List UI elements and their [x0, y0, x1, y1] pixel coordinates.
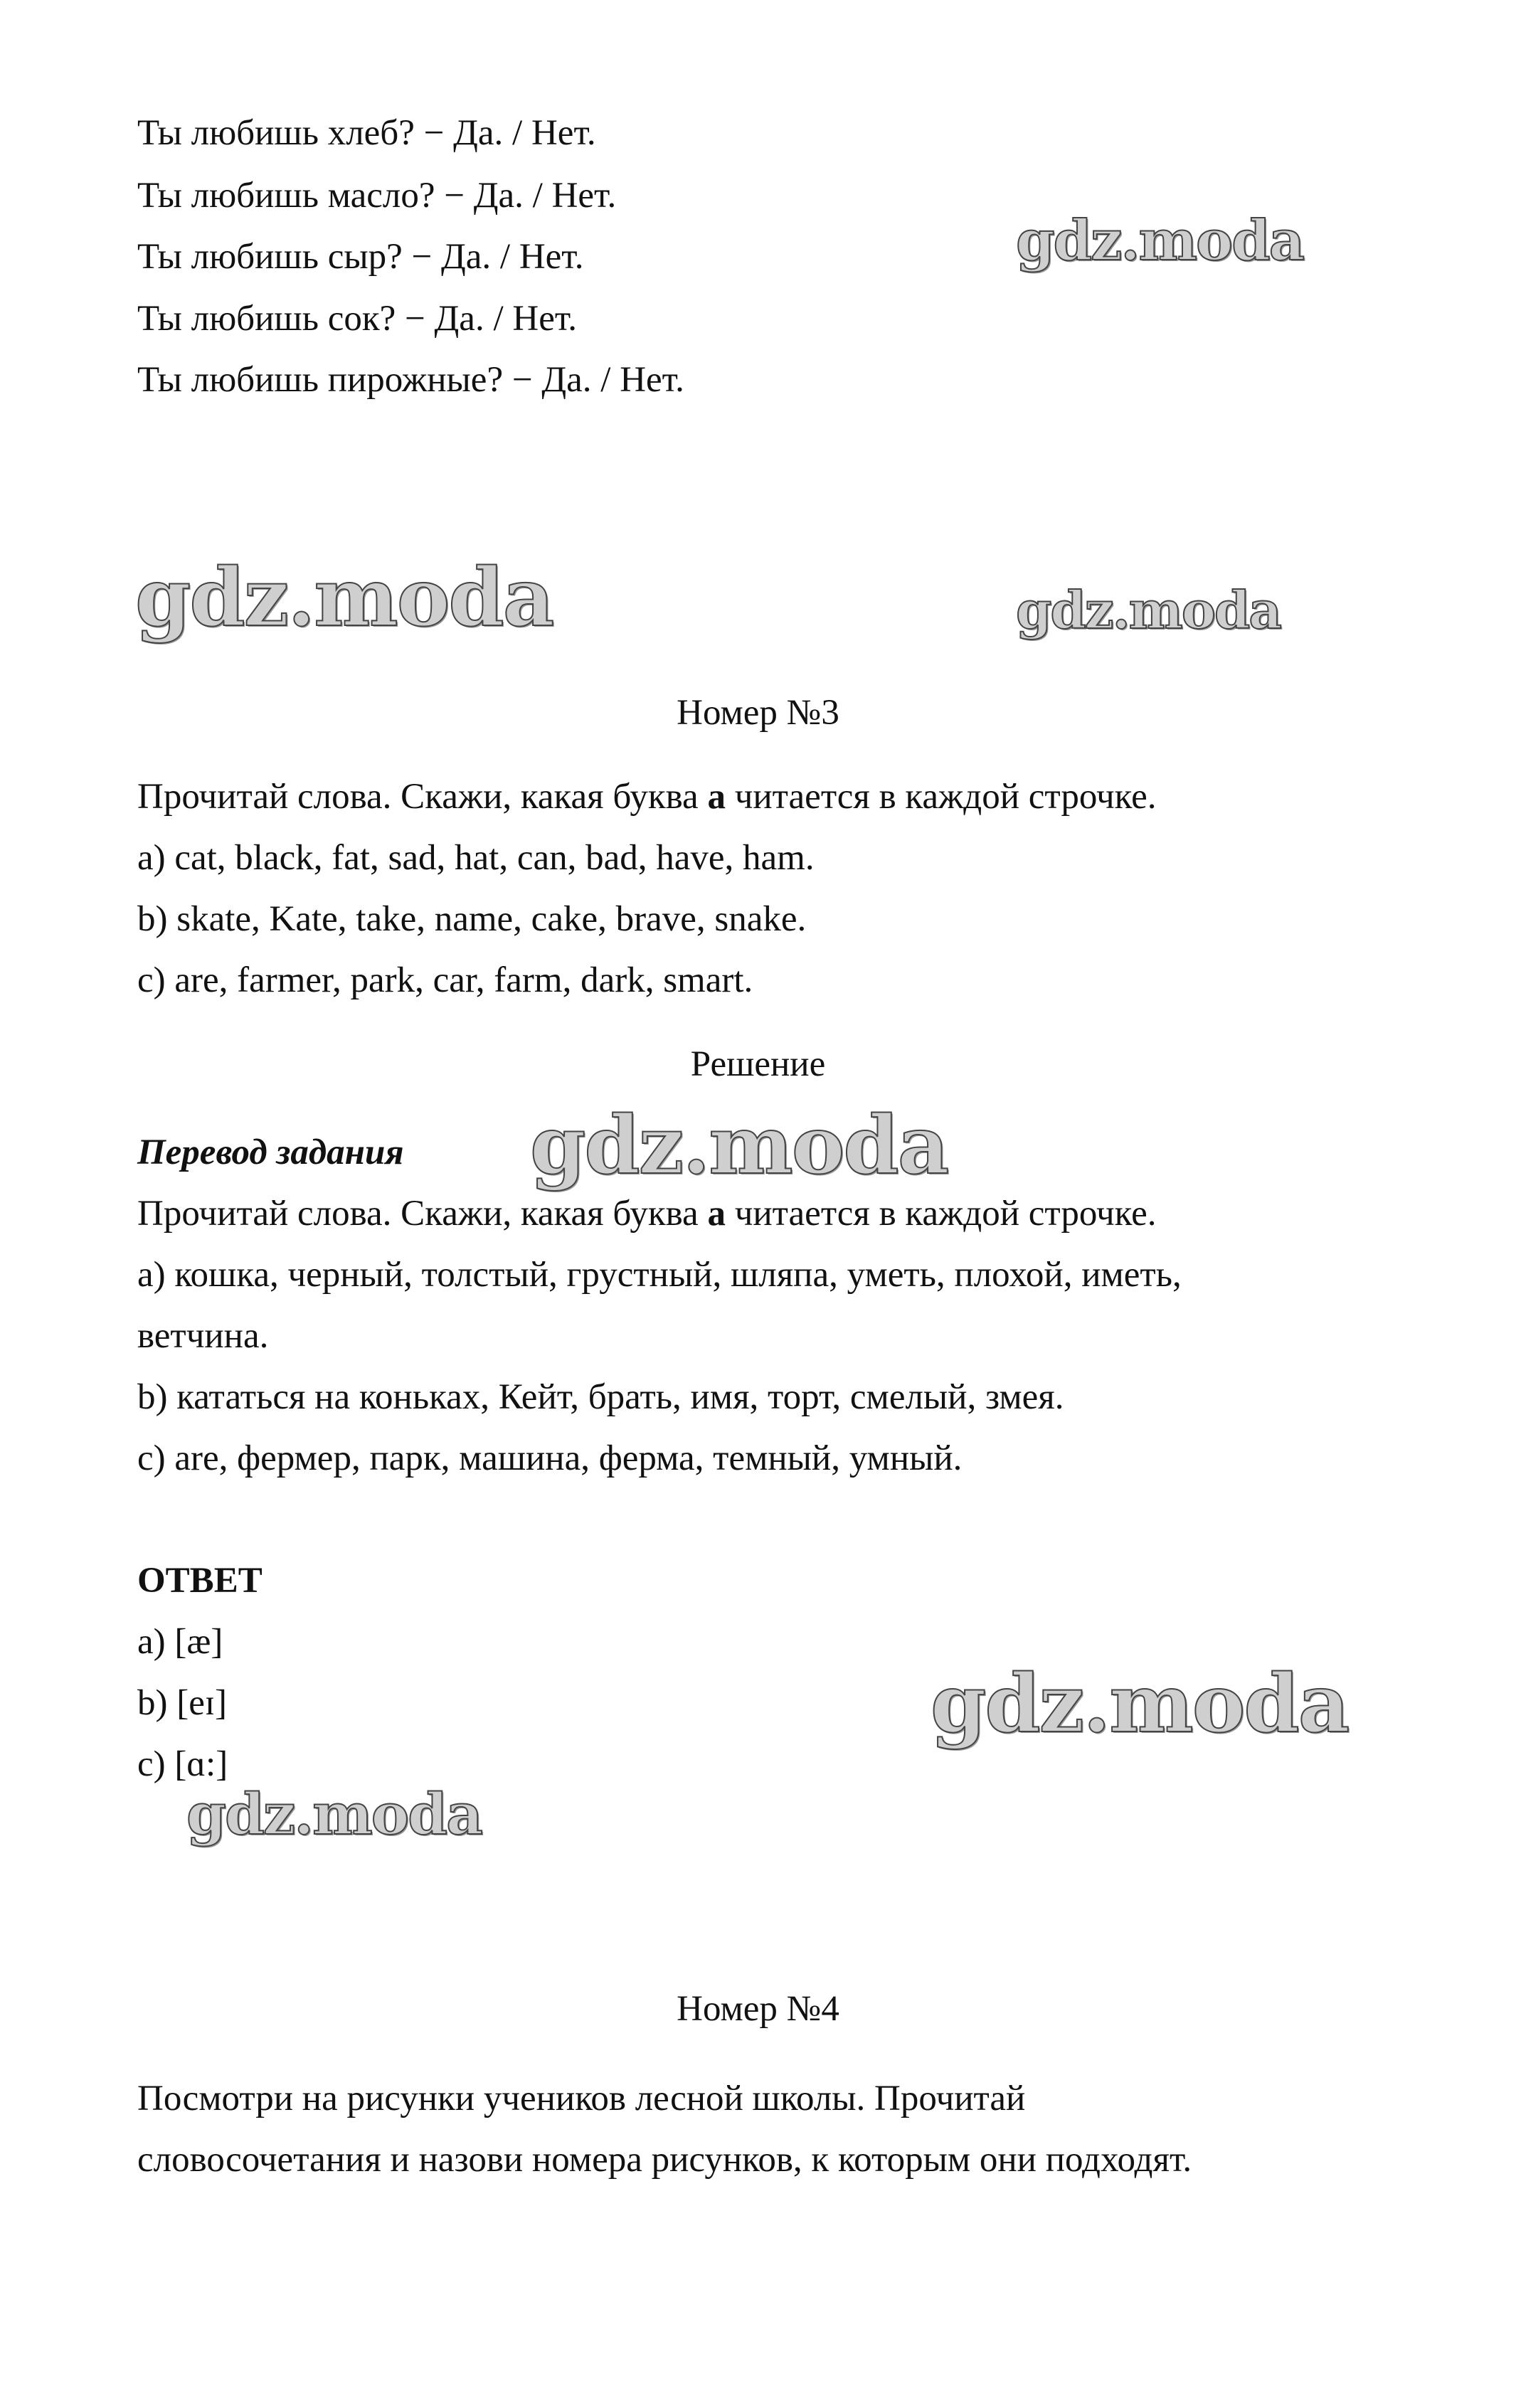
watermark: gdz.moda [1016, 208, 1304, 273]
intro-line: Ты любишь сыр? − Да. / Нет. [137, 237, 584, 277]
watermark: gdz.moda [530, 1099, 948, 1192]
answer-item: a) [æ] [137, 1622, 223, 1662]
instruction-letter: a [707, 1194, 726, 1234]
answer-item: c) [ɑ:] [137, 1744, 228, 1784]
task3-heading: Номер №3 [677, 693, 839, 733]
intro-line: Ты любишь пирожные? − Да. / Нет. [137, 360, 684, 400]
intro-line: Ты любишь масло? − Да. / Нет. [137, 176, 617, 216]
translation-item: a) кошка, черный, толстый, грустный, шляпа, уметь, плохой, иметь, [137, 1255, 1182, 1295]
instruction-letter: a [707, 777, 726, 817]
intro-line: Ты любишь хлеб? − Да. / Нет. [137, 113, 596, 153]
intro-line: Ты любишь сок? − Да. / Нет. [137, 299, 578, 339]
task3-item: a) cat, black, fat, sad, hat, can, bad, have, ham. [137, 838, 815, 878]
instruction-text: Прочитай слова. Скажи, какая буква [137, 777, 708, 817]
answer-heading: ОТВЕТ [137, 1561, 263, 1601]
instruction-text: читается в каждой строчке. [725, 777, 1157, 817]
watermark: gdz.moda [1016, 580, 1281, 640]
task4-text: Посмотри на рисунки учеников лесной школы. Прочитай [137, 2079, 1026, 2118]
solution-heading: Решение [690, 1044, 826, 1084]
task3-instruction [137, 775, 1157, 818]
watermark: gdz.moda [931, 1658, 1349, 1751]
instruction-text: читается в каждой строчке. [725, 1194, 1157, 1234]
watermark: gdz.moda [186, 1781, 482, 1847]
instruction-text: Прочитай слова. Скажи, какая буква [137, 1194, 708, 1234]
translation-item: ветчина. [137, 1316, 269, 1356]
task4-heading: Номер №4 [677, 1989, 839, 2029]
translation-item: b) кататься на коньках, Кейт, брать, имя, торт, смелый, змея. [137, 1377, 1064, 1417]
translation-item: c) are, фермер, парк, машина, ферма, темный, умный. [137, 1438, 963, 1478]
task4-text: словосочетания и назови номера рисунков, к которым они подходят. [137, 2140, 1192, 2180]
task3-item: b) skate, Kate, take, name, cake, brave, snake. [137, 899, 807, 939]
task3-item: c) are, farmer, park, car, farm, dark, smart. [137, 960, 753, 1000]
answer-item: b) [eɪ] [137, 1683, 228, 1723]
watermark: gdz.moda [135, 551, 553, 645]
translation-heading: Перевод задания [137, 1133, 404, 1172]
translation-instruction [137, 1192, 1157, 1235]
